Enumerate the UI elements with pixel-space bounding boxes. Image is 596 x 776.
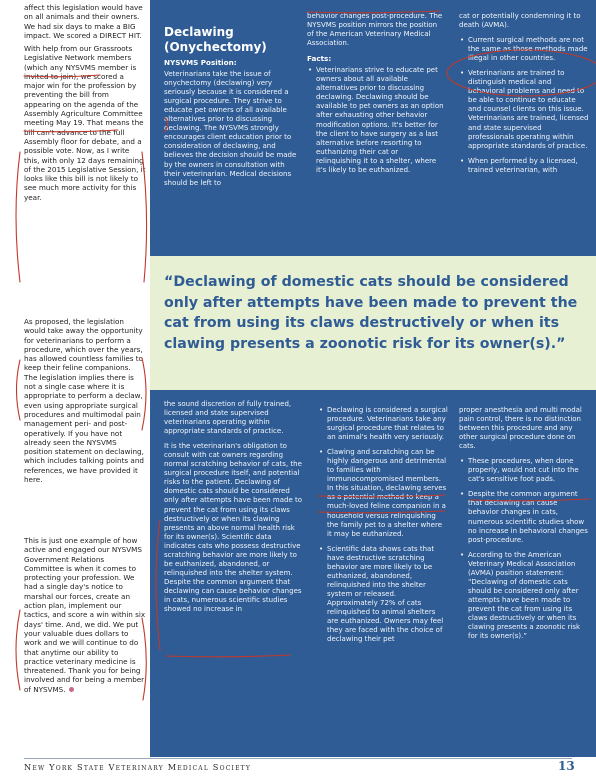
body-paragraph: It is the veterinarian's obligation to consult with cat owners regarding normal scratching behavior of cats, the surgical procedure itself, and potential risks to the patient. Declawing of domestic cats should be considered only after attempts have been made to prevent the cat from using its claws destructively or when its clawing presents an above normal health risk for its owner(s). Scientific data indicates cats who possess destructive scratching behavior are more likely to be euthanized, abandoned, or relinquished into the shelter system. Despite the common argument that declawing can cause behavior changes in cats, numerous scientific studies showed no increase in <box>164 442 303 614</box>
fact-item: • Clawing and scratching can be highly dangerous and detrimental to families with immunocompromised members. In this situation, declawing serves as a potential method to keep a much-loved feline companion in a household versus relinquishing the family pet to a shelter where it may be euthanized. <box>327 448 448 538</box>
section-title: Declawing (Onychectomy) <box>164 25 267 54</box>
left-paragraph-4: This is just one example of how active and engaged our NYSVMS Government Relations Committee is when it comes to protecting your profession. We had a single day's notice to marshal our forces, create an action plan, implement our tactics, and score a win within six days' time. And, we did. We put your valuable dues dollars to work and we will continue to do that anytime our ability to practice veterinary medicine is threatened. Thank you for being involved and for being a member of NYSVMS. <box>24 536 146 694</box>
col3-continued: proper anesthesia and multi modal pain control, there is no distinction between this procedure and any other surgical procedure done on cats. <box>459 406 582 451</box>
page-number: 13 <box>558 759 575 773</box>
pull-quote: “Declawing of domestic cats should be considered only after attempts have been made to prevent the cat from using its claws destructively or when its clawing presents a zoonotic risk for its owner(s).” <box>164 274 578 352</box>
left-paragraph-3: As proposed, the legislation would take away the opportunity for veterinarians to perform a procedure, which over the years, has allowed countless families to keep their feline companions. The legislation implies there is not a single case where it is appropriate to perform a declaw, even using appropriate surgical procedures and multimodal pain management peri- and post-operatively. If you have not already seen the NYSVMS position statement on declawing, which includes talking points and references, we have provided it here. <box>24 317 144 485</box>
end-mark-icon <box>69 687 74 692</box>
facts-label: Facts: <box>307 54 332 64</box>
left-column <box>0 0 148 757</box>
fact-item: • Current surgical methods are not the same as those methods made illegal in other countries. <box>468 36 589 63</box>
facts-list <box>307 66 445 175</box>
fact-item: • These procedures, when done properly, would not cut into the cat's sensitive foot pads. <box>468 457 589 484</box>
bottom-col-3 <box>459 406 589 647</box>
bottom-col-2 <box>318 406 448 650</box>
footer-divider <box>24 758 572 759</box>
left-paragraph-2: With help from our Grassroots Legislative Network members (which any NYSVMS member is invited to join), we scored a major win for the profession by preventing the bill from appearing on the agenda of the Assembly Agriculture Committee meeting May 19. That means the bill can't advance to the full Assembly floor for debate, and a possible vote. Now, as I write this, with only 12 days remaining of the 2015 Legislative Session, it looks like this bill is not likely to see much more activity for this year. <box>24 44 146 202</box>
facts-list-2 <box>459 36 589 175</box>
publication-name: New York State Veterinary Medical Society <box>24 762 252 772</box>
position-label: NYSVMS Position: <box>164 58 237 67</box>
bottom-col-1 <box>164 400 302 620</box>
fact-item: • According to the American Veterinary Medical Association (AVMA) position statement: “Declawing of domestic cats should be considered only after attempts have been made to prevent the cat from using its claws destructively or when its clawing presents a zoonotic risk for its owner(s).” <box>468 551 589 641</box>
facts-list-4 <box>459 457 589 641</box>
top-col-3 <box>459 12 589 181</box>
fact-item: • Despite the common argument that declawing can cause behavior changes in cats, numerous scientific studies show no increase in behavioral changes post-procedure. <box>468 490 589 544</box>
position-continued: behavior changes post-procedure. The NYSVMS position mirrors the position of the American Veterinary Medical Association. <box>307 12 443 48</box>
fact-item: • Scientific data shows cats that have destructive scratching behavior are more likely to be euthanized, abandoned, relinquished into the shelter system or released. Approximately 72% of cats relinquished to animal shelters are euthanized. Owners may feel they are faced with the choice of declawing their pet <box>327 545 448 645</box>
position-text: Veterinarians take the issue of onychectomy (declawing) very seriously because it is considered a surgical procedure. They strive to educate pet owners of all available alternatives prior to discussing declawing. The NYSVMS strongly encourages client education prior to consideration of declawing, and believes the decision should be made by the owners in consultation with their veterinarian. Medical decisions should be left to <box>164 70 297 187</box>
fact-item: • Veterinarians are trained to distinguish medical and behavioral problems and need to be able to continue to educate and counsel clients on this issue. Veterinarians are trained, licensed and state supervised professionals operating within appropriate standards of practice. <box>468 69 589 150</box>
fact-item: • Veterinarians strive to educate pet owners about all available alternatives prior to discussing declawing. Declawing should be available to pet owners as an option after exhausting other behavior modification options. It's better for the client to have surgery as a last alternative before resorting to euthanizing their cat or relinquishing it to a shelter, where it's likely to be euthanized. <box>316 66 445 175</box>
fact-item: • Declawing is considered a surgical procedure. Veterinarians take any surgical procedure that relates to an animal's health very seriously. <box>327 406 448 442</box>
col3-continued: cat or potentially condemning it to death (AVMA). <box>459 12 581 30</box>
body-paragraph: the sound discretion of fully trained, licensed and state supervised veterinarians operating within appropriate standards of practice. <box>164 400 292 436</box>
facts-list-3 <box>318 406 448 644</box>
fact-item: • When performed by a licensed, trained veterinarian, with <box>468 157 589 175</box>
top-col-1 <box>164 25 300 194</box>
left-paragraph-1: affect this legislation would have on all animals and their owners. We had six days to make a BIG impact. We scored a DIRECT HIT. <box>24 3 143 40</box>
top-col-2 <box>307 12 445 181</box>
